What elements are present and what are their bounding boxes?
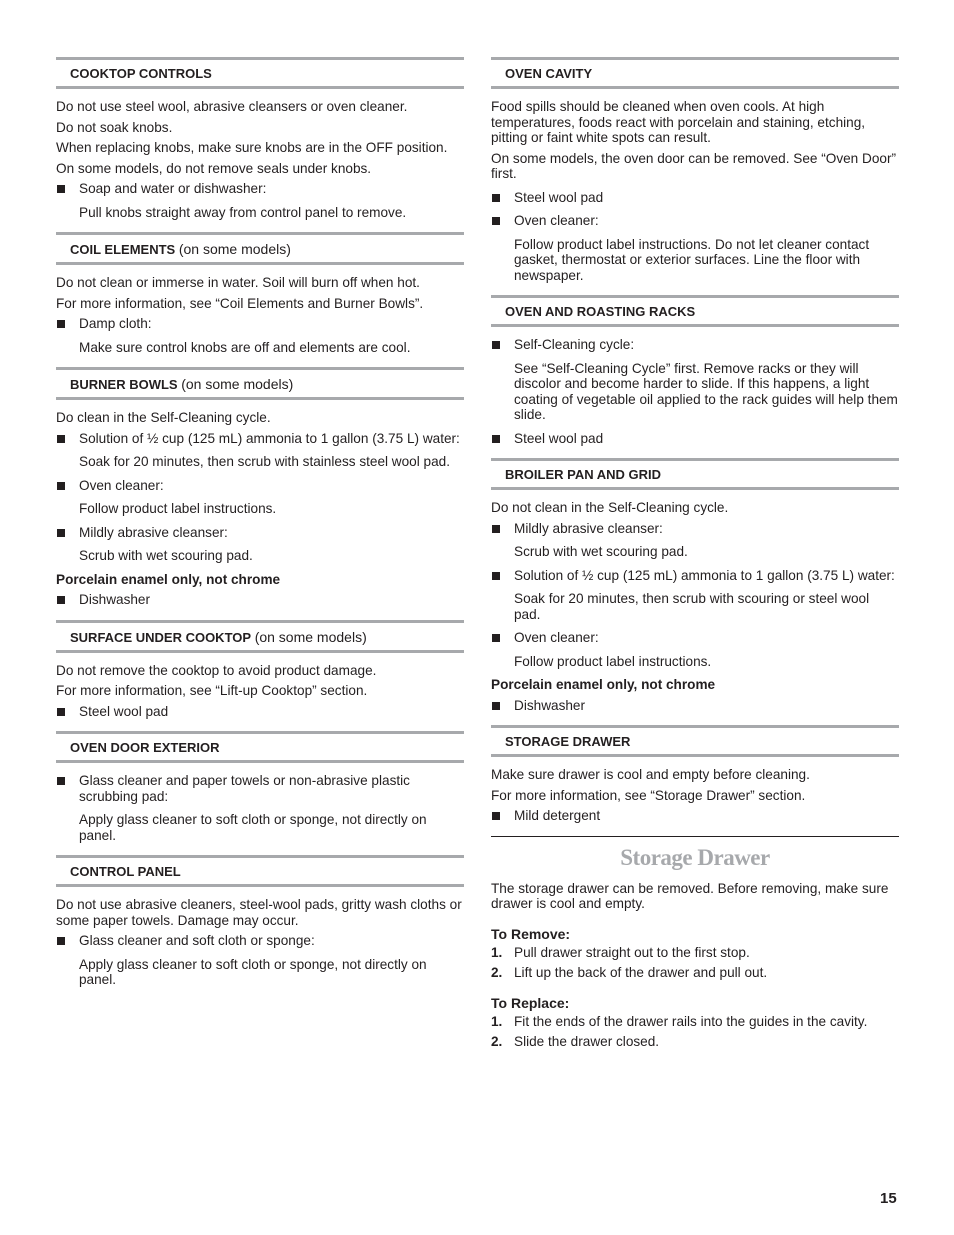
step-text: Lift up the back of the drawer and pull out. — [514, 965, 768, 980]
step-text: Pull drawer straight out to the first stop. — [514, 944, 750, 960]
indented-text: Follow product label instructions. Do not let cleaner contact gasket, thermostat or exterior surfaces. Line the floor with newspaper. — [514, 236, 870, 283]
bullet-item: Oven cleaner: — [491, 630, 899, 646]
storage-drawer-instructions — [491, 836, 899, 1050]
surface-under-cooktop-section — [56, 620, 464, 720]
paragraph: Do not soak knobs. — [56, 119, 173, 135]
oven-cavity-section — [491, 57, 899, 283]
paragraph: Food spills should be cleaned when oven cools. At high temperatures, foods react with porcelain and staining, etching, pitting or faint white spots can result. — [491, 99, 866, 145]
paragraph: Do not clean or immerse in water. Soil will burn off when hot. — [56, 275, 420, 290]
step-number: 2. — [491, 1034, 503, 1049]
section-heading — [56, 57, 464, 89]
step-item — [491, 1014, 899, 1030]
step-item — [491, 1034, 899, 1050]
bullet-item: Steel wool pad — [56, 704, 464, 720]
paragraph: On some models, the oven door can be removed. See “Oven Door” first. — [491, 150, 896, 181]
right-column — [491, 57, 899, 1055]
step-number: 2. — [491, 965, 503, 980]
storage-drawer-cleaning-section — [491, 725, 899, 824]
section-heading — [491, 57, 899, 89]
bullet-item: Mildly abrasive cleanser: — [491, 521, 899, 537]
paragraph: The storage drawer can be removed. Before removing, make sure drawer is cool and empty. — [491, 880, 889, 911]
replace-steps — [491, 1014, 899, 1050]
indented-text: Follow product label instructions. — [514, 653, 712, 669]
step-number: 1. — [491, 1013, 503, 1029]
section-title: COIL ELEMENTS — [70, 242, 176, 257]
indented-text: Soak for 20 minutes, then scrub with scouring or steel wool pad. — [514, 591, 870, 622]
step-text: Slide the drawer closed. — [514, 1034, 660, 1049]
section-heading — [491, 295, 899, 327]
left-column — [56, 57, 464, 1000]
remove-steps — [491, 945, 899, 981]
section-heading — [56, 620, 464, 653]
paragraph: On some models, do not remove seals under knobs. — [56, 160, 372, 176]
bullet-item: Solution of ½ cup (125 mL) ammonia to 1 gallon (3.75 L) water: — [56, 431, 464, 447]
paragraph: When replacing knobs, make sure knobs are in the OFF position. — [56, 140, 448, 155]
bullet-item: Dishwasher — [56, 592, 464, 608]
bold-note: Porcelain enamel only, not chrome — [56, 571, 281, 587]
paragraph: For more information, see “Lift-up Cooktop” section. — [56, 683, 368, 698]
section-subtitle: (on some models) — [254, 628, 367, 645]
bullet-item: Oven cleaner: — [491, 213, 899, 229]
indented-text: See “Self-Cleaning Cycle” first. Remove racks or they will discolor and become harder to slide. If this happens, a light coating of vegetable oil applied to the rack guides will help them slide. — [514, 360, 898, 422]
paragraph: For more information, see “Coil Elements and Burner Bowls”. — [56, 295, 424, 311]
burner-bowls-section — [56, 367, 464, 608]
page-number: 15 — [880, 1190, 897, 1207]
section-heading — [491, 458, 899, 490]
indented-text: Scrub with wet scouring pad. — [79, 548, 253, 563]
step-item — [491, 965, 899, 981]
oven-door-exterior-section — [56, 731, 464, 843]
bold-note: Porcelain enamel only, not chrome — [491, 677, 716, 692]
section-subtitle: (on some models) — [181, 376, 294, 392]
divider — [491, 836, 899, 837]
section-title: BROILER PAN AND GRID — [505, 467, 661, 482]
section-heading — [56, 731, 464, 763]
section-heading — [491, 725, 899, 757]
oven-racks-section — [491, 295, 899, 446]
bullet-item: Glass cleaner and paper towels or non-abrasive plastic scrubbing pad: — [56, 773, 464, 804]
paragraph: Do not use abrasive cleaners, steel-wool pads, gritty wash cloths or some paper towels. Damage may occur. — [56, 897, 462, 928]
step-item — [491, 945, 899, 961]
section-heading — [56, 232, 464, 265]
bullet-item: Damp cloth: — [56, 316, 464, 332]
indented-text: Soak for 20 minutes, then scrub with stainless steel wool pad. — [79, 454, 451, 469]
bullet-item: Glass cleaner and soft cloth or sponge: — [56, 933, 464, 949]
bullet-item: Oven cleaner: — [56, 478, 464, 494]
section-title: STORAGE DRAWER — [505, 734, 631, 749]
indented-text: Apply glass cleaner to soft cloth or sponge, not directly on panel. — [79, 956, 427, 987]
indented-text: Scrub with wet scouring pad. — [514, 544, 688, 559]
indented-text: Pull knobs straight away from control panel to remove. — [79, 204, 407, 220]
bullet-item: Dishwasher — [491, 698, 899, 714]
section-subtitle: (on some models) — [178, 241, 291, 257]
bullet-item: Solution of ½ cup (125 mL) ammonia to 1 gallon (3.75 L) water: — [491, 568, 899, 584]
replace-heading: To Replace: — [491, 994, 570, 1011]
paragraph: Make sure drawer is cool and empty before cleaning. — [491, 767, 810, 782]
paragraph: For more information, see “Storage Drawer” section. — [491, 787, 806, 803]
indented-text: Follow product label instructions. — [79, 501, 277, 516]
step-text: Fit the ends of the drawer rails into the guides in the cavity. — [514, 1013, 868, 1029]
bullet-item: Self-Cleaning cycle: — [491, 337, 899, 353]
bullet-item: Mildly abrasive cleanser: — [56, 525, 464, 541]
section-title: BURNER BOWLS — [70, 377, 178, 392]
broiler-pan-section — [491, 458, 899, 713]
cooktop-controls-section — [56, 57, 464, 220]
section-heading — [56, 855, 464, 887]
paragraph: Do not remove the cooktop to avoid product damage. — [56, 662, 377, 678]
bullet-item: Steel wool pad — [491, 190, 899, 206]
bullet-item: Soap and water or dishwasher: — [56, 181, 464, 197]
paragraph: Do not use steel wool, abrasive cleansers or oven cleaner. — [56, 99, 408, 114]
indented-text: Make sure control knobs are off and elements are cool. — [79, 339, 411, 355]
paragraph: Do not clean in the Self-Cleaning cycle. — [491, 500, 729, 515]
section-title: SURFACE UNDER COOKTOP — [70, 629, 252, 645]
section-heading — [56, 367, 464, 400]
page-heading: Storage Drawer — [620, 844, 770, 870]
control-panel-section — [56, 855, 464, 988]
bullet-item: Steel wool pad — [491, 431, 899, 447]
paragraph: Do clean in the Self-Cleaning cycle. — [56, 410, 271, 425]
section-title: OVEN AND ROASTING RACKS — [505, 304, 696, 319]
indented-text: Apply glass cleaner to soft cloth or sponge, not directly on panel. — [79, 812, 427, 843]
remove-heading: To Remove: — [491, 925, 571, 942]
section-title: OVEN CAVITY — [505, 66, 593, 81]
section-title: CONTROL PANEL — [70, 864, 181, 879]
bullet-item: Mild detergent — [491, 808, 899, 824]
coil-elements-section — [56, 232, 464, 355]
step-number: 1. — [491, 944, 503, 960]
section-title: COOKTOP CONTROLS — [70, 66, 212, 81]
section-title: OVEN DOOR EXTERIOR — [70, 740, 220, 755]
